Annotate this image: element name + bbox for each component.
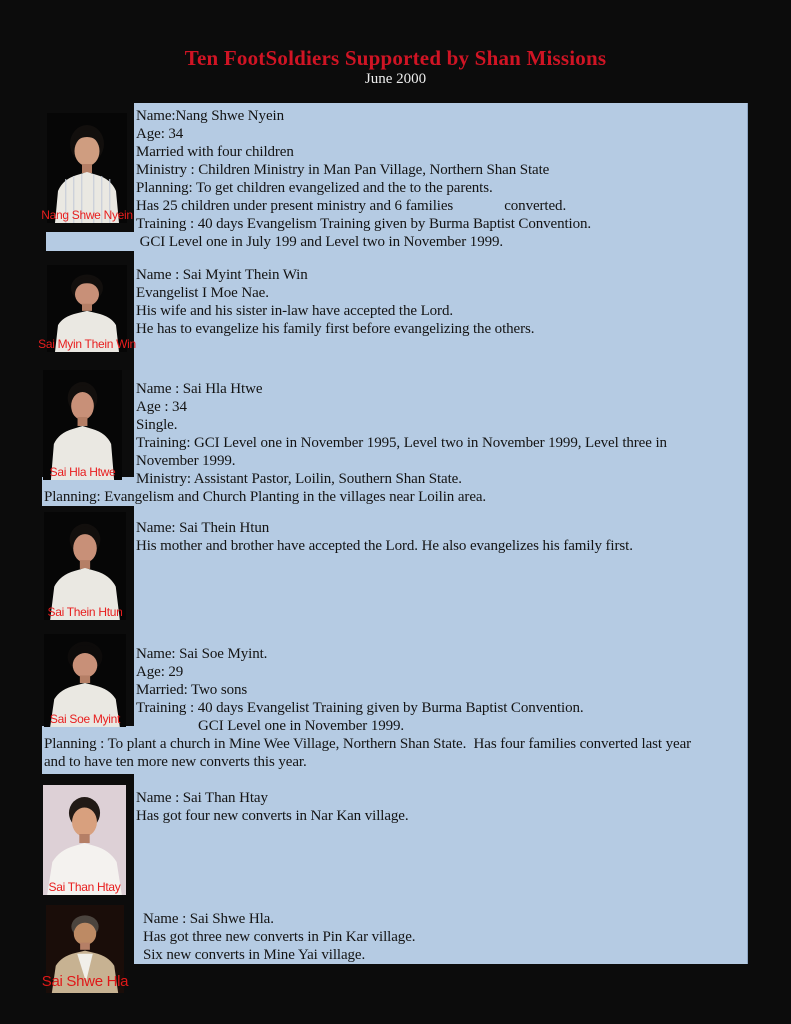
profile-details-1 <box>44 107 756 251</box>
profile-detail-line: Name: Sai Thein Htun <box>136 520 270 536</box>
profile-detail-line: Has 25 children under present ministry and 6 families converted. <box>136 198 567 214</box>
profile-detail-line: Evangelist I Moe Nae. <box>136 285 269 301</box>
profile-detail-line: Name:Nang Shwe Nyein <box>136 108 284 124</box>
profile-detail-line: Ministry : Children Ministry in Man Pan Village, Northern Shan State <box>136 162 550 178</box>
profile-detail-line: Training: GCI Level one in November 1995, Level two in November 1999, Level three in <box>136 435 667 451</box>
profile-detail-line: November 1999. <box>136 453 236 469</box>
photo-caption: Sai Than Htay <box>48 880 121 894</box>
photo-caption: Sai Soe Myint <box>49 712 121 726</box>
profile-detail-line: Planning : To plant a church in Mine Wee Village, Northern Shan State. Has four families converted last year <box>44 736 692 752</box>
profile-detail-line: Single. <box>136 417 178 433</box>
page-subtitle: June 2000 <box>364 71 427 87</box>
profile-detail-line: Has got three new converts in Pin Kar village. <box>143 929 416 945</box>
photo-caption: Nang Shwe Nyein <box>41 208 133 222</box>
profile-detail-line: Name : Sai Than Htay <box>136 790 268 806</box>
page-title: Ten FootSoldiers Supported by Shan Missions <box>184 46 607 70</box>
profile-detail-line: Training : 40 days Evangelism Training given by Burma Baptist Convention. <box>136 216 592 232</box>
profile-detail-line: Name : Sai Hla Htwe <box>136 381 263 397</box>
profile-detail-line: His wife and his sister in-law have accepted the Lord. <box>136 303 453 319</box>
profile-details-6 <box>44 789 756 825</box>
profile-detail-line: Age: 34 <box>136 126 184 142</box>
photo-caption: Sai Shwe Hla <box>41 973 129 990</box>
profile-detail-line: Married with four children <box>136 144 294 160</box>
profile-detail-line: and to have ten more new converts this year. <box>44 754 307 770</box>
profile-detail-line: Married: Two sons <box>136 682 248 698</box>
photo-caption: Sai Thein Htun <box>47 605 123 619</box>
profile-detail-line: He has to evangelize his family first before evangelizing the others. <box>136 321 535 337</box>
profile-details-7 <box>44 910 756 964</box>
profile-detail-line: GCI Level one in November 1999. <box>136 718 405 734</box>
profile-detail-line: Age: 29 <box>136 664 184 680</box>
photo-caption: Sai Hla Htwe <box>49 465 116 479</box>
photo-caption: Sai Myin Thein Win <box>38 337 136 351</box>
profile-details-5 <box>44 645 756 771</box>
profile-detail-line: Name: Sai Soe Myint. <box>136 646 268 662</box>
profile-detail-line: Name : Sai Myint Thein Win <box>136 267 308 283</box>
profile-detail-line: GCI Level one in July 199 and Level two in November 1999. <box>136 234 504 250</box>
profile-detail-line: Planning: Evangelism and Church Planting in the villages near Loilin area. <box>44 489 487 505</box>
profile-details-2 <box>44 266 756 338</box>
profile-detail-line: Six new converts in Mine Yai village. <box>143 947 366 963</box>
profile-detail-line: Age : 34 <box>136 399 187 415</box>
profile-details-3 <box>44 380 756 506</box>
profile-detail-line: Has got four new converts in Nar Kan village. <box>136 808 409 824</box>
profile-detail-line: Training : 40 days Evangelist Training given by Burma Baptist Convention. <box>136 700 584 716</box>
profile-detail-line: His mother and brother have accepted the Lord. He also evangelizes his family first. <box>136 538 633 554</box>
profile-details-4 <box>44 519 756 555</box>
profile-detail-line: Planning: To get children evangelized and the to the parents. <box>136 180 493 196</box>
profile-detail-line: Name : Sai Shwe Hla. <box>143 911 274 927</box>
profile-detail-line: Ministry: Assistant Pastor, Loilin, Southern Shan State. <box>136 471 462 487</box>
